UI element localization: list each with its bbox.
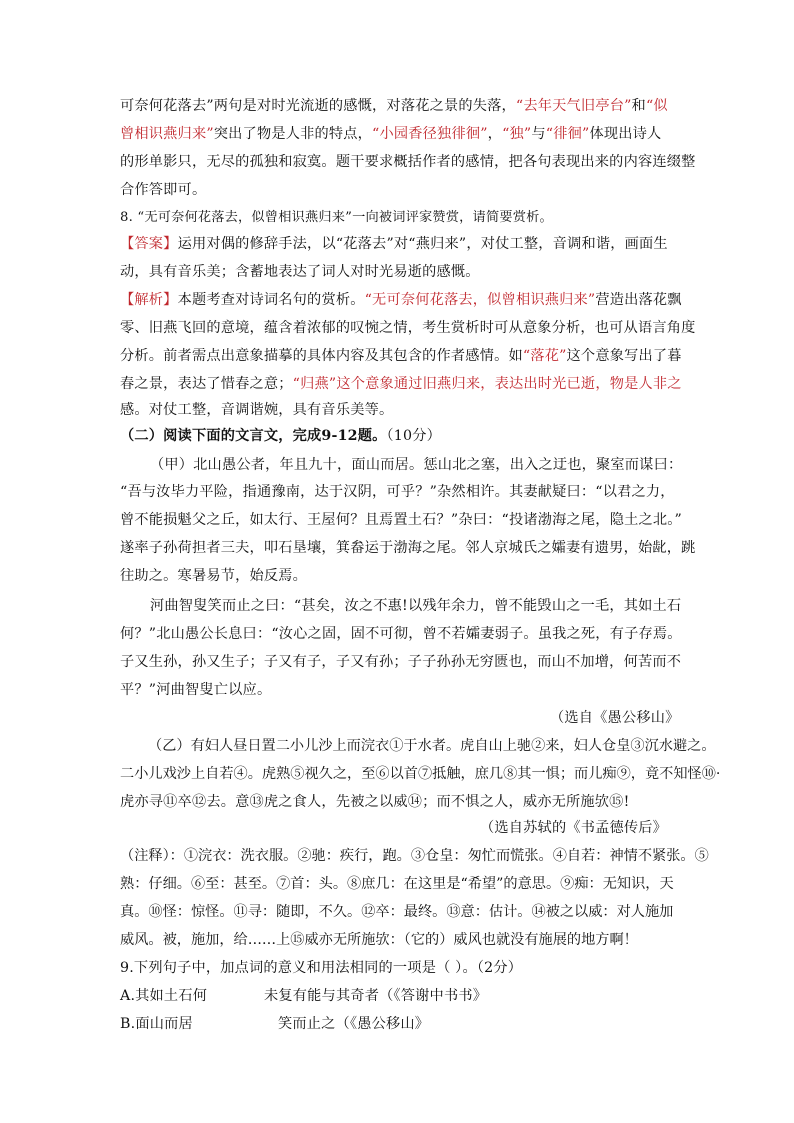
passage-jia-line-7: 何？”北山愚公长息曰：“汝心之固，固不可彻，曾不若孀妻弱子。虽我之死，有子存焉。 (120, 626, 682, 642)
option-a-compare: 未复有能与其奇者（《答谢中书书》 (264, 988, 488, 1004)
analysis-line-4: 合作答即可。 (120, 182, 207, 198)
analysis-8-line-3 (120, 346, 682, 366)
passage-jia-source: （选自《愚公移山》 (550, 710, 680, 726)
highlight-quote: “小园香径独徘徊” (372, 126, 488, 142)
text: 这个意象写出了暮 (566, 348, 682, 364)
analysis-tag: 【解析】 (120, 292, 178, 308)
section-title: （二）阅读下面的文言文，完成9-12题。 (120, 428, 387, 444)
highlight-quote: “落花” (522, 348, 567, 364)
text: 本题考查对诗词名句的赏析。 (177, 292, 365, 308)
passage-jia-line-9: 平？”河曲智叟亡以应。 (120, 682, 272, 698)
passage-yi-line-1: （乙）有妇人昼日置二小儿沙上而浣衣①于水者。虎自山上驰②来，妇人仓皇③沉水避之。 (148, 738, 716, 754)
analysis-line-2 (120, 124, 661, 144)
answer-tag: 【答案】 (120, 236, 178, 252)
analysis-8-line-5: 感。对仗工整，音调谐婉，具有音乐美等。 (120, 402, 394, 418)
passage-jia-line-4: 遂率子孙荷担者三夫，叩石垦壤，箕畚运于渤海之尾。邻人京城氏之孀妻有遗男，始龀，跳 (120, 540, 696, 556)
answer-text: 运用对偶的修辞手法，以“花落去”对“燕归来”，对仗工整，音调和谐，画面生 (177, 236, 668, 252)
section-score: （10分） (386, 428, 442, 444)
highlight-quote: “徘徊” (545, 126, 590, 142)
analysis-8-line-1 (120, 290, 682, 310)
notes-line-1: （注释）：①浣衣：洗衣服。②驰：疾行，跑。③仓皇：匆忙而慌张。④自若：神情不紧张。⑤ (120, 848, 709, 864)
text: 与 (531, 126, 546, 142)
highlight-quote: “无可奈何花落去，似曾相识燕归来” (364, 292, 596, 308)
section-heading (120, 426, 441, 446)
text: 春之景，表达了惜春之意； (120, 376, 293, 392)
option-b-compare: 笑而止之（《愚公移山》 (278, 1016, 430, 1032)
passage-jia-line-3: 曾不能损魁父之丘，如太行、王屋何？且焉置土石？”杂曰：“投诸渤海之尾，隐土之北。” (120, 512, 682, 528)
passage-jia-line-1: （甲）北山愚公者，年且九十，面山而居。惩山北之塞，出入之迂也，聚室而谋曰： (150, 457, 683, 473)
text: 分析。前者需点出意象描摹的具体内容及其包含的作者感情。如 (120, 348, 523, 364)
passage-yi-line-3: 虎亦寻⑪卒⑫去。意⑬虎之食人，先被之以威⑭；而不惧之人，威亦无所施欤⑮! (120, 794, 630, 810)
highlight-quote: “似 (645, 98, 668, 114)
analysis-line-1 (120, 96, 668, 116)
passage-yi-source: （选自苏轼的《书孟德传后》 (480, 820, 668, 836)
analysis-line-3: 的形单影只，无尽的孤独和寂寞。题干要求概括作者的感情，把各句表现出来的内容连缀整 (120, 154, 696, 170)
highlight-quote: “独” (502, 126, 532, 142)
text: ， (487, 126, 503, 142)
answer-8-line-1 (120, 234, 668, 254)
notes-line-3: 真。⑩怪：惊怪。⑪寻：随即，不久。⑫卒：最终。⑬意：估计。⑭被之以威：对人施加 (120, 904, 674, 920)
text: 和 (631, 98, 646, 114)
notes-line-4: 威风。被，施加，给……上⑮威亦无所施欤：（它的）威风也就没有施展的地方啊！ (120, 932, 638, 948)
passage-jia-line-8: 子又生孙，孙又生子；子又有子，子又有孙；子子孙孙无穷匮也，而山不加增，何苦而不 (120, 654, 682, 670)
passage-jia-line-5: 往助之。寒暑易节，始反焉。 (120, 568, 308, 584)
passage-jia-line-6: 河曲智叟笑而止之曰：“甚矣，汝之不惠!以残年余力，曾不能毁山之一毛，其如土石 (150, 598, 682, 614)
option-b-label: B.面山而居 (120, 1016, 193, 1032)
question-9: 9.下列句子中，加点词的意义和用法相同的一项是（ ）。（2分） (120, 960, 523, 976)
highlight-quote: “去年天气旧亭台” (515, 98, 632, 114)
option-a-label: A.其如土石何 (120, 988, 208, 1004)
highlight-quote: 曾相识燕归来” (120, 126, 214, 142)
text: 可奈何花落去”两句是对时光流逝的感慨，对落花之景的失落， (120, 98, 516, 114)
answer-8-line-2: 动，具有音乐美；含蓄地表达了词人对时光易逝的感慨。 (120, 264, 480, 280)
text: 营造出落花飘 (595, 292, 682, 308)
question-8: 8. “无可奈何花落去，似曾相识燕归来”一向被词评家赞赏，请简要赏析。 (120, 210, 553, 225)
passage-jia-line-2: “吾与汝毕力平险，指通豫南，达于汉阴，可乎？”杂然相许。其妻献疑曰：“以君之力， (120, 484, 675, 500)
text: 突出了物是人非的特点， (213, 126, 373, 142)
analysis-8-line-4 (120, 374, 682, 394)
text: 体现出诗人 (589, 126, 662, 142)
analysis-8-line-2: 零、旧燕飞回的意境，蕴含着浓郁的叹惋之情，考生赏析时可从意象分析，也可从语言角度 (120, 320, 696, 336)
passage-yi-line-2: 二小儿戏沙上自若④。虎熟⑤视久之，至⑥以首⑦抵触，庶几⑧其一惧；而儿痴⑨，竟不知怪⑩· (120, 766, 721, 782)
notes-line-2: 熟：仔细。⑥至：甚至。⑦首：头。⑧庶几：在这里是“希望”的意思。⑨痴：无知识，天 (120, 876, 674, 892)
highlight-quote: “归燕”这个意象通过旧燕归来，表达出时光已逝，物是人非之 (292, 376, 682, 392)
